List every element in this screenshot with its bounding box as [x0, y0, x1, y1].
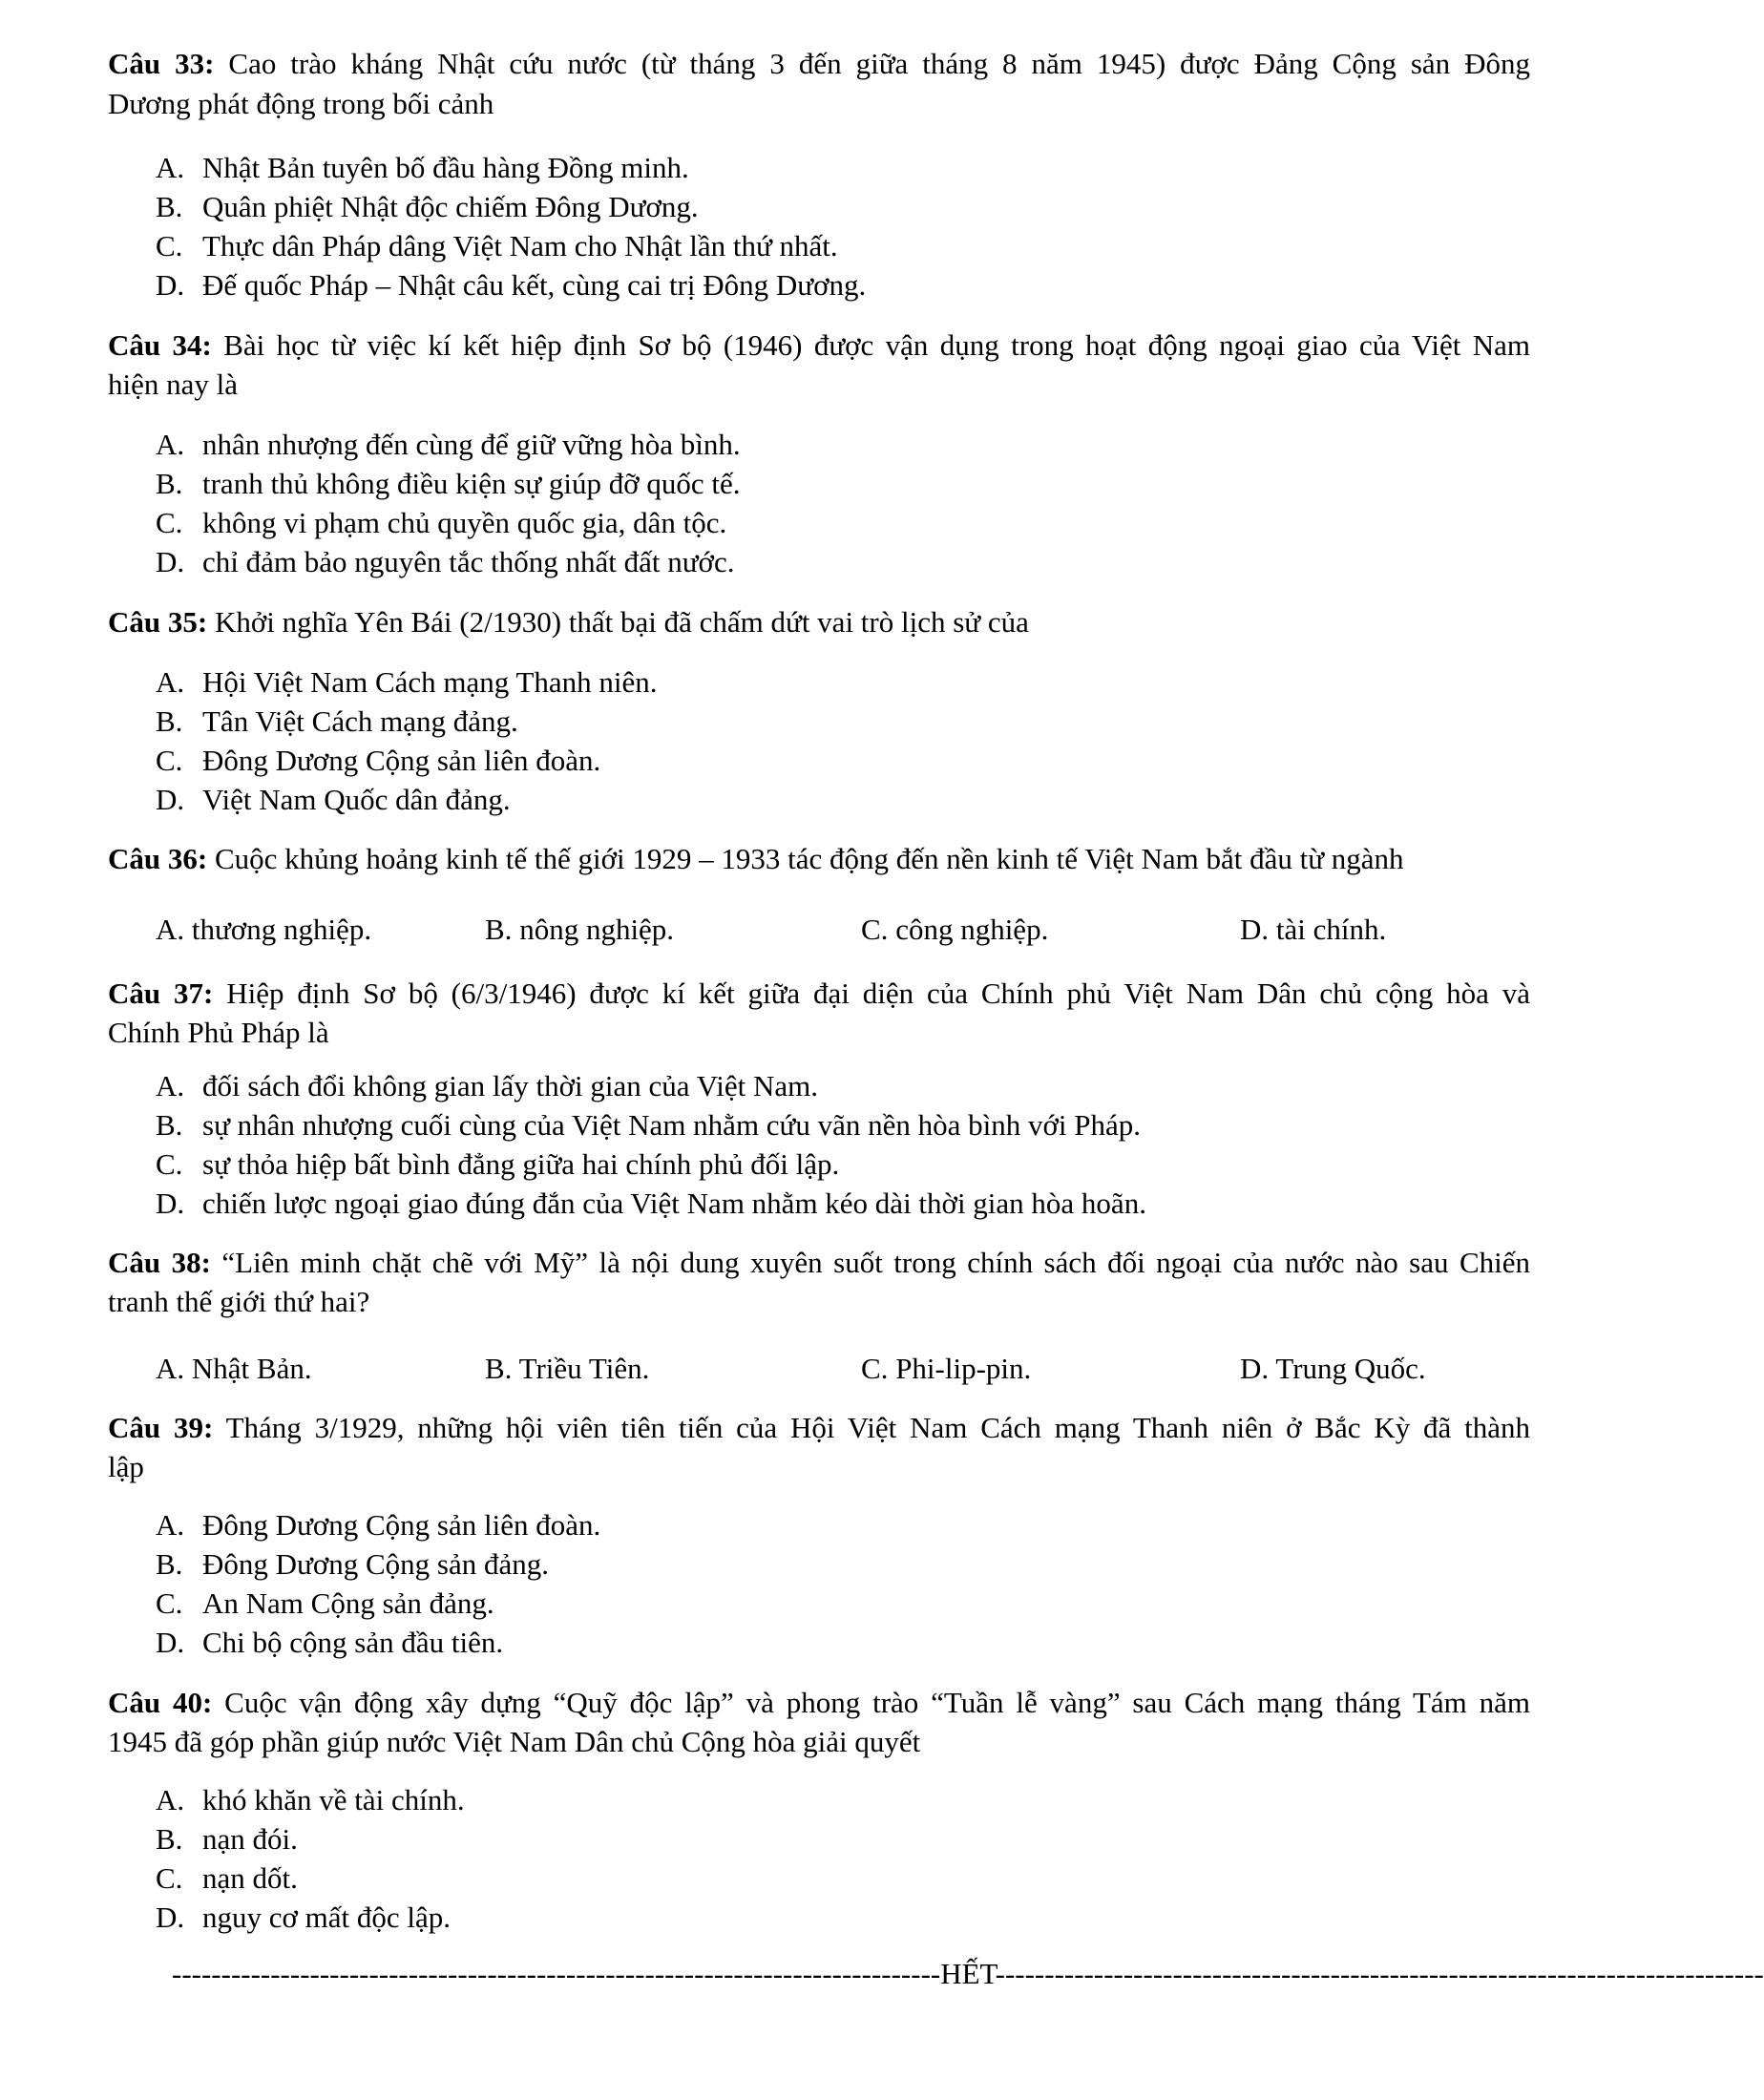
option-b[interactable]: B. Quân phiệt Nhật độc chiếm Đông Dương.: [156, 190, 699, 223]
option-d[interactable]: D. chỉ đảm bảo nguyên tắc thống nhất đất nước.: [156, 545, 735, 578]
question-stem: Câu 36: Cuộc khủng hoảng kinh tế thế giới 1929 – 1933 tác động đến nền kinh tế Việt Nam bắt đầu từ ngành: [108, 842, 1404, 875]
option-c[interactable]: C. An Nam Cộng sản đảng.: [156, 1586, 494, 1620]
option-d[interactable]: D. chiến lược ngoại giao đúng đắn của Việt Nam nhằm kéo dài thời gian hòa hoãn.: [156, 1186, 1146, 1220]
question-stem: Câu 39: Tháng 3/1929, những hội viên tiên tiến của Hội Việt Nam Cách mạng Thanh niên ở Bắc Kỳ đã thành: [108, 1411, 1530, 1444]
question-stem: Câu 33: Cao trào kháng Nhật cứu nước (từ tháng 3 đến giữa tháng 8 năm 1945) được Đảng Cộng sản Đông: [108, 47, 1531, 80]
question-stem: Câu 38: “Liên minh chặt chẽ với Mỹ” là nội dung xuyên suốt trong chính sách đối ngoại của nước nào sau Chiến: [108, 1246, 1531, 1279]
question-stem-cont: Dương phát động trong bối cảnh: [108, 87, 494, 120]
question-stem: Câu 40: Cuộc vận động xây dựng “Quỹ độc lập” và phong trào “Tuần lễ vàng” sau Cách mạng tháng Tám năm: [108, 1686, 1531, 1719]
option-a[interactable]: A. Đông Dương Cộng sản liên đoàn.: [156, 1508, 601, 1542]
question-stem-cont: Chính Phủ Pháp là: [108, 1016, 329, 1049]
question-number: Câu 37:: [108, 976, 214, 1010]
option-c[interactable]: C. sự thỏa hiệp bất bình đẳng giữa hai chính phủ đối lập.: [156, 1147, 840, 1181]
option-c[interactable]: C. công nghiệp.: [861, 913, 1049, 946]
option-b[interactable]: B. sự nhân nhượng cuối cùng của Việt Nam nhằm cứu vãn nền hòa bình với Pháp.: [156, 1108, 1142, 1142]
option-d[interactable]: D. nguy cơ mất độc lập.: [156, 1900, 452, 1934]
option-a[interactable]: A. đối sách đổi không gian lấy thời gian của Việt Nam.: [156, 1069, 819, 1102]
question-stem: Câu 35: Khởi nghĩa Yên Bái (2/1930) thất bại đã chấm dứt vai trò lịch sử của: [108, 605, 1029, 639]
option-b[interactable]: B. tranh thủ không điều kiện sự giúp đỡ quốc tế.: [156, 467, 741, 500]
option-c[interactable]: C. Phi-lip-pin.: [861, 1352, 1032, 1385]
question-stem-cont: tranh thế giới thứ hai?: [108, 1285, 370, 1318]
option-d[interactable]: D. Trung Quốc.: [1240, 1352, 1426, 1385]
question-stem: Câu 34: Bài học từ việc kí kết hiệp định Sơ bộ (1946) được vận dụng trong hoạt động ngoại giao của Việt Nam: [108, 328, 1531, 362]
option-c[interactable]: C. Đông Dương Cộng sản liên đoàn.: [156, 744, 601, 777]
option-b[interactable]: B. nông nghiệp.: [485, 913, 675, 946]
option-c[interactable]: C. Thực dân Pháp dâng Việt Nam cho Nhật lần thứ nhất.: [156, 229, 838, 262]
option-d[interactable]: D. Việt Nam Quốc dân đảng.: [156, 783, 511, 816]
option-a[interactable]: A. Hội Việt Nam Cách mạng Thanh niên.: [156, 665, 658, 699]
option-a[interactable]: A. Nhật Bản.: [156, 1352, 312, 1385]
question-stem: Câu 37: Hiệp định Sơ bộ (6/3/1946) được kí kết giữa đại diện của Chính phủ Việt Nam Dân chủ cộng hòa và: [108, 976, 1531, 1010]
end-marker: [172, 1954, 1764, 1993]
option-c[interactable]: C. nạn dốt.: [156, 1861, 298, 1895]
option-d[interactable]: D. Đế quốc Pháp – Nhật câu kết, cùng cai trị Đông Dương.: [156, 268, 867, 302]
question-number: Câu 38:: [108, 1246, 211, 1279]
option-a[interactable]: A. thương nghiệp.: [156, 913, 372, 946]
question-stem-cont: hiện nay là: [108, 368, 239, 401]
option-c[interactable]: C. không vi phạm chủ quyền quốc gia, dân tộc.: [156, 506, 727, 539]
question-number: Câu 40:: [108, 1686, 213, 1719]
option-a[interactable]: A. nhân nhượng đến cùng để giữ vững hòa bình.: [156, 428, 741, 461]
end-rule-right: ------------------------------------------------------------------------------: [995, 1957, 1764, 1990]
option-b[interactable]: B. nạn đói.: [156, 1822, 298, 1856]
question-number: Câu 35:: [108, 605, 208, 639]
option-b[interactable]: B. Đông Dương Cộng sản đảng.: [156, 1547, 549, 1581]
option-a[interactable]: A. Nhật Bản tuyên bố đầu hàng Đồng minh.: [156, 151, 689, 184]
question-number: Câu 39:: [108, 1411, 214, 1444]
question-stem-cont: lập: [108, 1450, 144, 1483]
option-b[interactable]: B. Tân Việt Cách mạng đảng.: [156, 704, 518, 738]
question-number: Câu 34:: [108, 328, 212, 362]
end-rule-left: ------------------------------------------------------------------------------: [172, 1957, 941, 1990]
question-number: Câu 36:: [108, 842, 208, 875]
question-number: Câu 33:: [108, 47, 215, 80]
option-a[interactable]: A. khó khăn về tài chính.: [156, 1783, 465, 1816]
option-d[interactable]: D. Chi bộ cộng sản đầu tiên.: [156, 1626, 504, 1659]
question-stem-cont: 1945 đã góp phần giúp nước Việt Nam Dân chủ Cộng hòa giải quyết: [108, 1725, 921, 1758]
option-b[interactable]: B. Triều Tiên.: [485, 1352, 650, 1385]
option-d[interactable]: D. tài chính.: [1240, 913, 1387, 946]
end-label: HẾT: [940, 1957, 996, 1990]
